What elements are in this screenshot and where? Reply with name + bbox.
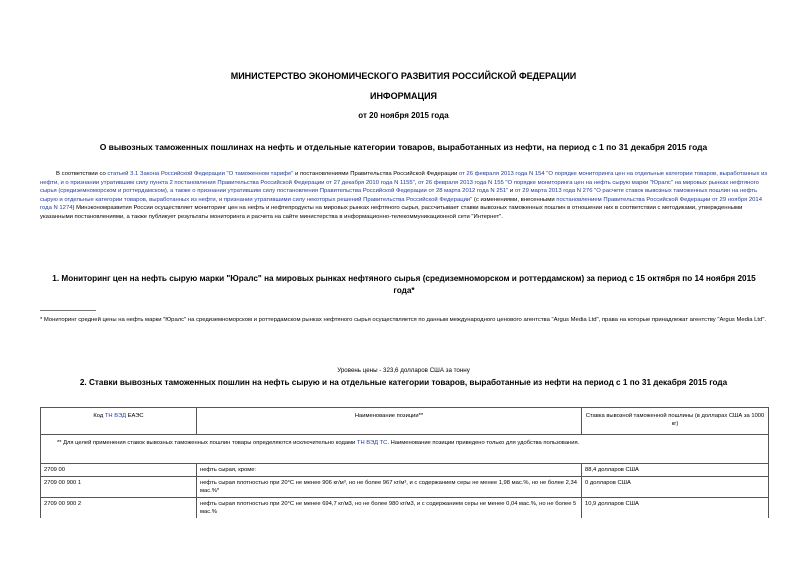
col-rate-header: Ставка вывозной таможенной пошлины (в долларах США за 1000 кг): [582, 408, 769, 435]
table-header-row: [41, 408, 769, 435]
intro-text-4: и: [508, 188, 515, 195]
table-row: [41, 498, 769, 519]
intro-text-3: ,: [414, 179, 419, 186]
row-name: нефть сырая, кроме:: [197, 464, 582, 477]
resolution-1274-link[interactable]: постановлением Правительства Российской Федерации от 29 ноября 2014 года N 1274: [40, 196, 762, 212]
footnote-divider: [40, 310, 96, 311]
tnved-ts-link[interactable]: ТН ВЭД ТС: [356, 440, 388, 446]
doc-title: О вывозных таможенных пошлинах на нефть и отдельные категории товаров, выработанных из нефти, на период с 1 по 31 декабря 2015 года: [99, 142, 708, 152]
intro-paragraph: [40, 170, 770, 222]
resolution-155-link[interactable]: от 26 февраля 2013 года N 155 "О порядке мониторинга цен на нефть сырую марки "Юралс" на мировых рынках нефтяного сырья (средиземноморском и роттердамском), а также о признании утратившим силу постановления Правительства Российской Федерации от 28 марта 2012 года N 251": [40, 179, 759, 195]
intro-text-5: (с изменениями, внесенными: [472, 196, 557, 203]
row-rate: 10,9 долларов США: [582, 498, 769, 519]
doc-date: от 20 ноября 2015 года: [358, 111, 449, 120]
table-row: [41, 477, 769, 498]
price-level: Уровень цены - 323,6 долларов США за тонну: [337, 367, 470, 374]
resolution-154-link[interactable]: от 26 февраля 2013 года N 154 "О порядке мониторинга цен на отдельные категории товаров, выработанных из нефти, и о признании утратившим силу пункта 2 постановления Правительства Российской Федерации от 27 декабря 2010 года N 1155": [40, 171, 768, 186]
resolution-276-link[interactable]: от 29 марта 2013 года N 276 "О расчете ставок вывозных таможенных пошлин на нефть сырую и отдельные категории товаров, выработанных из нефти, и признании утратившими силу некоторых решений Правительства Российской Федерации": [40, 188, 758, 203]
ministry-heading: МИНИСТЕРСТВО ЭКОНОМИЧЕСКОГО РАЗВИТИЯ РОССИЙСКОЙ ФЕДЕРАЦИИ: [230, 71, 577, 81]
intro-text-1: В соответствии со: [56, 171, 108, 177]
table-note-row: [41, 435, 769, 464]
row-name: нефть сырая плотностью при 20°С не менее 694,7 кг/м3, но не более 980 кг/м3, и с содержанием серы не менее 0,04 мас.%, но не более 5 мас.%: [197, 498, 582, 519]
row-name: нефть сырая плотностью при 20°С не менее 906 кг/м³, но не более 967 кг/м³, и с содержанием серы не менее 1,98 мас.%, но не более 2,34 мас.%*: [197, 477, 582, 498]
intro-text-2: и постановлениями Правительства Российской Федерации: [293, 171, 459, 177]
row-rate: 88,4 долларов США: [582, 464, 769, 477]
tnved-link[interactable]: ТН ВЭД: [104, 413, 126, 419]
table-row: [41, 464, 769, 477]
section-2-title: 2. Ставки вывозных таможенных пошлин на нефть сырую и на отдельные категории товаров, выработанные из нефти на период с 1 по 31 декабря 2015 года: [79, 378, 728, 387]
law-link[interactable]: статьей 3.1 Закона Российской Федерации "О таможенном тарифе": [107, 171, 294, 177]
row-rate: 0 долларов США: [582, 477, 769, 498]
section-1-title: 1. Мониторинг цен на нефть сырую марки "Юралс" на мировых рынках нефтяного сырья (средиземноморском и роттердамском) за период с 15 октября по 14 ноября 2015 года*: [52, 274, 756, 295]
table-note: ** Для целей применения ставок вывозных таможенных пошлин товары определяются исключительно кодами ТН ВЭД ТС. Наименование позиции приведено только для удобства пользования.: [41, 435, 769, 464]
row-code: 2709 00 900 2: [41, 498, 197, 519]
row-code: 2709 00: [41, 464, 197, 477]
row-code: 2709 00 900 1: [41, 477, 197, 498]
intro-text-6: ) Минэкономразвития России осуществляет мониторинг цен на нефть и нефтепродукты на мировых рынках нефтяного сырья, рассчитывает ставки вывозных таможенных пошлин в отношении них в соответствии с методиками, утвержденными указанными постановлениями, а также публикует результаты мониторинга и расчета на сайте министерства в информационно-телекоммуникационной сети "Интернет".: [40, 205, 743, 220]
doc-type-heading: ИНФОРМАЦИЯ: [369, 91, 438, 101]
col-name-header: Наименование позиции**: [197, 408, 582, 435]
duty-rates-table: [40, 407, 769, 518]
col-code-header: Код ТН ВЭД ЕАЭС: [41, 408, 197, 435]
section-1-footnote: * Мониторинг средней цены на нефть марки "Юралс" на средиземноморском и роттердамском рынках нефтяного сырья осуществляется по данным международного ценового агентства "Argus Media Ltd", права на которые принадлежат агентству "Argus Media Ltd".: [40, 317, 767, 323]
